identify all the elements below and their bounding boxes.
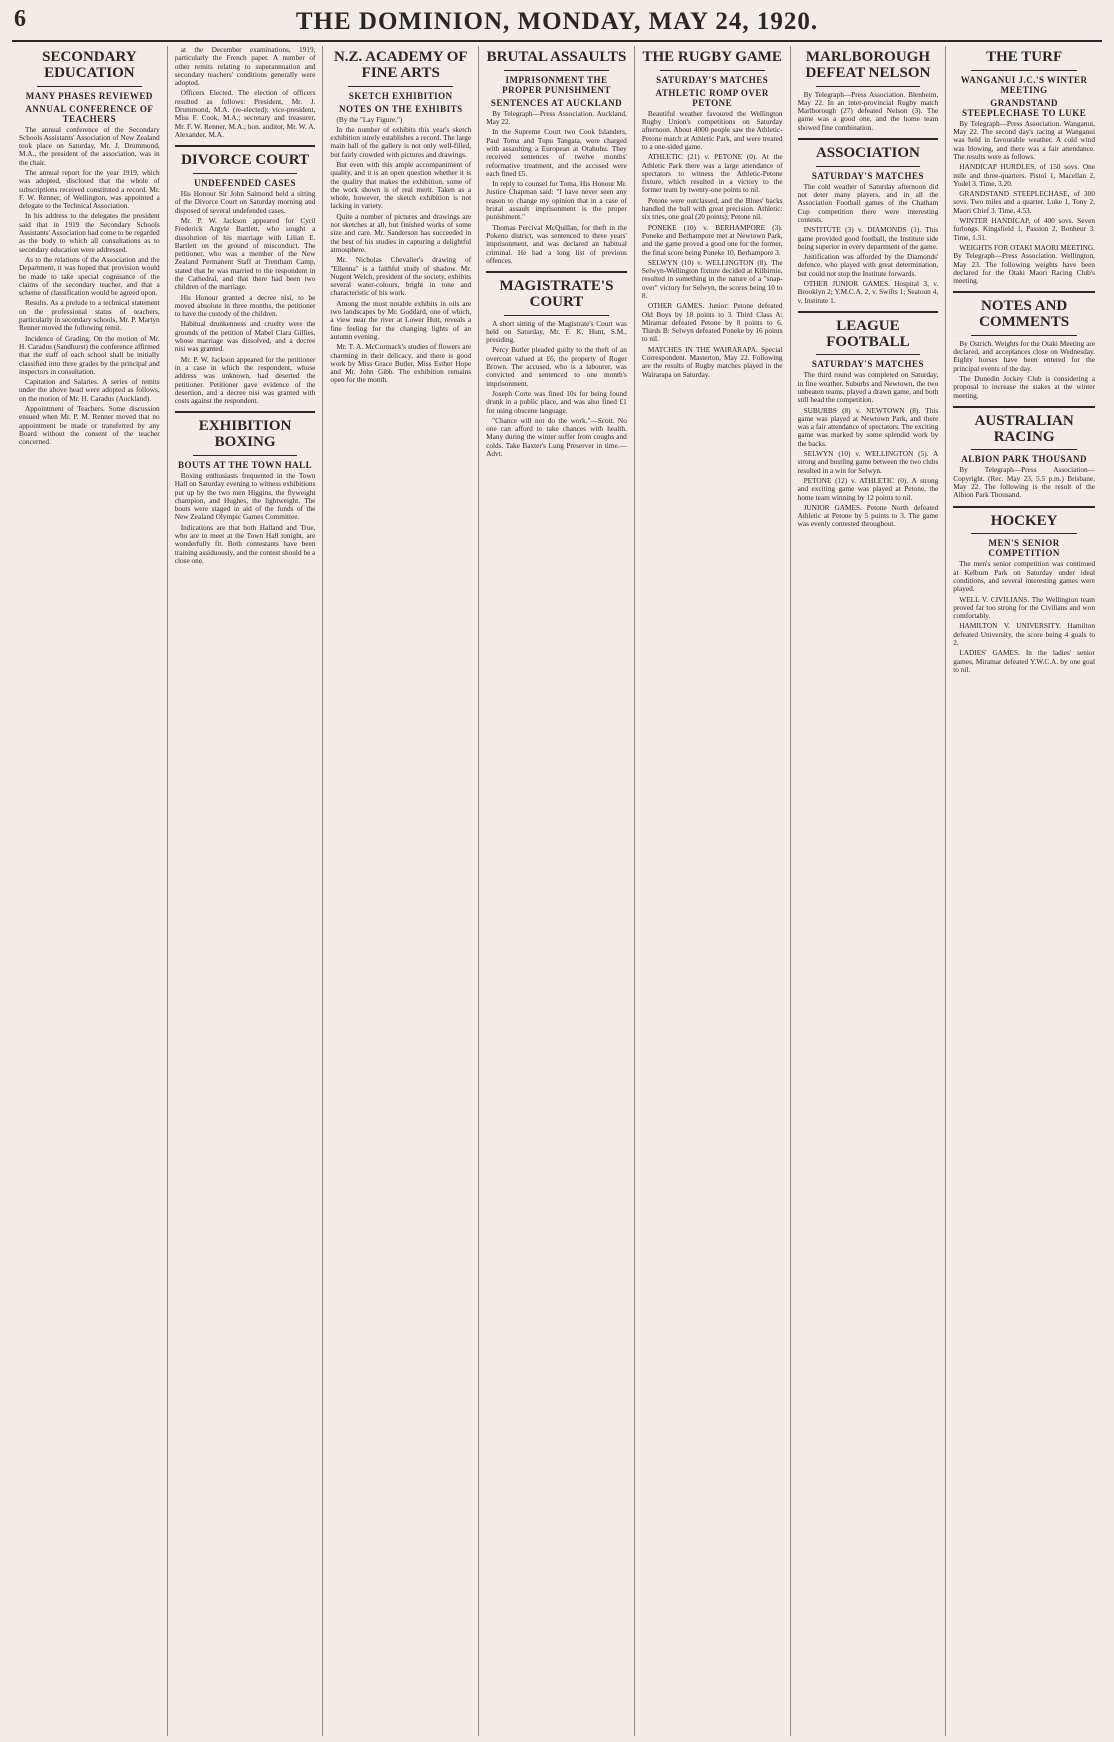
article-subhead: IMPRISONMENT THE PROPER PUNISHMENT [502, 74, 611, 95]
article-paragraph: Habitual drunkenness and cruelty were the grounds of the petition of Mabel Clara Gillies, whose marriage was dissolved, and a decree nisi was granted. [174, 319, 316, 354]
article-headline: AUSTRALIAN RACING [974, 412, 1074, 445]
article-separator [953, 406, 1095, 408]
article-paragraph: Indications are that both Halland and True, who are to meet at the Town Hall tonight, are wonderfully fit. Both contestants have been training assiduously, and the contest should be a close one. [174, 522, 316, 565]
divider [816, 86, 921, 87]
article-paragraph: HANDICAP HURDLES, of 150 sovs. One mile and three-quarters. Pistol 1, Macellan 2, Yodel 3. Time, 3.20. [953, 162, 1095, 188]
article-headline: BRUTAL ASSAULTS [486, 49, 627, 65]
article-paragraph: GRANDSTAND STEEPLECHASE, of 300 sovs. Two miles and a quarter. Luke 1, Tony 2, Maori Chief 3. Time, 4.53. [953, 189, 1095, 215]
article-paragraph: Incidence of Grading. On the motion of Mr. H. Caradus (Sandhurst) the conference affirmed that the staff of each school shall be initially classified into three grades by the principal and inspectors in consultation. [19, 333, 160, 376]
article-paragraph: JUNIOR GAMES. Petone North defeated Athletic at Petone by 5 points to 3. The game was evenly contested throughout. [797, 502, 939, 529]
divider [971, 335, 1077, 336]
divider [193, 173, 298, 174]
article-subhead2: NOTES ON THE EXHIBITS [338, 103, 463, 114]
article [953, 50, 1095, 285]
divider [971, 449, 1077, 450]
article-paragraph: By Ostrich. Weights for the Otaki Meeting are declared, and acceptances close on Wednesday. Eighty horses have been entered for the principal events of the day. [953, 338, 1095, 373]
masthead [12, 6, 1102, 42]
article-paragraph: Justification was afforded by the Diamonds' defence, who played with great determination, but could not stop the Institute forwards. [797, 252, 939, 278]
article-paragraph: MATCHES IN THE WAIRARAPA. Special Correspondent. Masterton, May 22. Following are the results of Rugby matches played in the Wairarapa on Saturday. [641, 344, 783, 379]
article-separator [175, 145, 316, 147]
divider [504, 70, 609, 71]
divider [816, 166, 921, 167]
column [791, 46, 947, 1736]
article-paragraph: Officers Elected. The election of officers resulted as follows: President, Mr. J. Drummond, M.A. (re-elected); vice-president, Miss F. Cook, M.A.; secretary and treasurer, Mr. F. W. Renner, M.A.; hon. auditor, Mr. W. A. Alexander, M.A. [174, 88, 316, 139]
article-paragraph: Beautiful weather favoured the Wellington Rugby Union's competitions on Saturday afternoon. About 4000 people saw the Athletic-Petone match at Athletic Park, and were treated to a one-sided game. [641, 108, 783, 151]
article-paragraph: Percy Butler pleaded guilty to the theft of an overcoat valued at £6, the property of Roger Brown. The accused, who is a labourer, was convicted and sentenced to one month's imprisonment. [486, 345, 627, 388]
article-subhead: SATURDAY'S MATCHES [811, 170, 924, 181]
article-paragraph: By Telegraph—Press Association. Auckland, May 22. [486, 108, 627, 127]
article-subhead2: GRANDSTAND STEEPLECHASE TO LUKE [962, 97, 1087, 118]
article-paragraph: Appointment of Teachers. Some discussion ensued when Mr. P. M. Renner moved that no appointment be made or transferred by any Board without the consent of the teacher concerned. [19, 404, 160, 447]
article-paragraph: But even with this ample accompaniment of quality, and it is an open question whether it is the quality that makes the exhibition, some of the work shown is of real merit. Taken as a whole, however, the sketch exhibition is not lacking in variety. [330, 159, 472, 211]
article-paragraph: Among the most notable exhibits in oils are two landscapes by Mr. Goddard, one of which, a view near the river at Lower Hutt, reveals a fine feeling for the changing lights of an autumn evening. [330, 298, 472, 341]
columns-area [12, 46, 1102, 1736]
article-paragraph: His Honour Sir John Salmond held a sitting of the Divorce Court on Saturday morning and disposed of several undefended cases. [174, 189, 316, 215]
article-paragraph: SELWYN (10) v. WELLINGTON (8). The Selwyn-Wellington fixture decided at Kilbirnie, resulted in something in the nature of a "snap-over" victory for Selwyn, the scores being 10 to 8. [641, 257, 783, 300]
article-subhead: SKETCH EXHIBITION [348, 90, 453, 101]
article-paragraph: Results. As a prelude to a technical statement on the professional status of teachers, particularly in secondary schools, Mr. P. Martyn Renner moved the following remit. [19, 298, 160, 333]
article-separator [798, 138, 939, 140]
article-paragraph: A short sitting of the Magistrate's Court was held on Saturday, Mr. F. K. Hunt, S.M., presiding. [486, 318, 627, 345]
article-subhead: MEN'S SENIOR COMPETITION [988, 538, 1060, 559]
article-paragraph: Joseph Corte was fined 10s for being found drunk in a public place, and was also fined £1 for using obscene language. [486, 388, 627, 415]
article [175, 419, 316, 565]
article [642, 50, 783, 379]
article [798, 319, 939, 529]
article-headline: MARLBOROUGH DEFEAT NELSON [805, 49, 931, 81]
article-paragraph: In the number of exhibits this year's sketch exhibition surely establishes a record. The large main hall of the gallery is not only well-filled, but fairly crowded with pictures and drawings. [330, 124, 472, 159]
article-paragraph: "Chance will not do the work."—Scott. No one can afford to take chances with health. Many during the winter suffer from coughs and colds. Take Baxter's Lung Preserver in time.—Advt. [486, 415, 627, 459]
divider [37, 86, 142, 87]
article-paragraph: WEIGHTS FOR OTAKI MAORI MEETING. By Telegraph—Press Association. Wellington, May 23. The following weights have been declared for the Otaki Maori Racing Club's meeting. [953, 242, 1095, 286]
article-headline: ASSOCIATION [815, 144, 920, 161]
article-paragraph: Thomas Percival McQuillan, for theft in the Pokeno district, was sentenced to three years' imprisonment, and was declared an habitual criminal. He had a long list of previous offences. [486, 222, 627, 265]
article-paragraph: at the December examinations, 1919, particularly the French paper. A number of other remits relating to superannuation and secondary teachers' conditions generally were adopted. [174, 46, 316, 88]
article-paragraph: SUBURBS (8) v. NEWTOWN (8). This game was played at Newtown Park, and there was a fair attendance of spectators. The exciting game was marked by some splendid work by the backs. [797, 405, 939, 448]
article [953, 299, 1095, 400]
article-separator [175, 411, 316, 413]
article-paragraph: HAMILTON V. UNIVERSITY. Hamilton defeated University, the score being 4 goals to 2. [953, 621, 1095, 648]
newspaper-title: THE DOMINION, MONDAY, MAY 24, 1920. [295, 8, 819, 35]
divider [193, 455, 298, 456]
article-paragraph: As to the relations of the Association and the Department, it was hoped that provision would be made to take special cognisance of the claims of the secondary teacher, and that a scheme of classification would be agreed upon. [19, 254, 160, 298]
article-separator [486, 271, 627, 273]
article-paragraph: SELWYN (10) v. WELLINGTON (5). A strong and bustling game between the two clubs resulted in a win for Selwyn. [797, 449, 939, 475]
column [635, 46, 791, 1736]
article-paragraph: Mr. T. A. McCormack's studies of flowers are charming in their delicacy, and there is good work by Miss Grace Butler, Miss Esther Hope and Mr. John Gibb. The exhibition remains open for the month. [330, 342, 472, 385]
article-paragraph: LADIES' GAMES. In the ladies' senior games, Miramar defeated Y.W.C.A. by one goal to nil. [953, 648, 1095, 674]
article-paragraph: The third round was completed on Saturday, in fine weather. Suburbs and Newtown, the two unbeaten teams, played a drawn game, and both still head the competition. [797, 370, 939, 405]
divider [660, 70, 765, 71]
article-paragraph: Quite a number of pictures and drawings are not sketches at all, but finished works of some size and care. Mr. Sanderson has succeeded in the best of his studies in capturing a delightful atmosphere. [330, 211, 472, 254]
article-headline: DIVORCE COURT [181, 152, 310, 169]
article [330, 50, 471, 385]
article [175, 153, 316, 405]
article-paragraph: The Dunedin Jockey Club is considering a proposal to increase the stakes at the winter meeting. [953, 374, 1095, 400]
article [798, 50, 939, 132]
article-paragraph: Mr. P. W. Jackson appeared for the petitioner in a case in which the respondent, whose address was unknown, had deserted the petitioner. Petitioner gave evidence of the desertion, and a decree nisi was granted with costs against the respondent. [174, 354, 316, 406]
article-paragraph: (By the "Lay Figure.") [336, 114, 403, 124]
article-paragraph: The annual report for the year 1919, which was adopted, disclosed that the whole of subscriptions received constituted a record. Mr. F. W. Renner, of Wellington, was appointed a delegate to the Technical Association. [19, 167, 160, 211]
article-separator [798, 311, 939, 313]
article-paragraph: ATHLETIC (21) v. PETONE (0). At the Athletic Park there was a large attendance of spectators to witness the Athletic-Petone fixture, which resulted in a victory to the former team by twenty-one points to nil. [641, 152, 783, 195]
article-headline: NOTES AND COMMENTS [979, 298, 1070, 331]
article-subhead2: SENTENCES AT AUCKLAND [490, 97, 623, 108]
article-headline: LEAGUE FOOTBALL [826, 317, 910, 350]
article-headline: SECONDARY EDUCATION [42, 49, 137, 81]
article-subhead: SATURDAY'S MATCHES [811, 359, 924, 370]
article-subhead: ALBION PARK THOUSAND [961, 454, 1087, 465]
article [486, 50, 627, 265]
article-headline: HOCKEY [990, 512, 1058, 529]
article [953, 514, 1095, 675]
article-paragraph: The cold weather of Saturday afternoon did not deter many players, and in all the Association Football games of the Chatham Cup competition there were interesting contests. [797, 181, 939, 224]
article-paragraph: Boxing enthusiasts frequented in the Town Hall on Saturday evening to witness exhibitions put up by the two men Higgins, the flyweight champion, and Hughes, the lightweight. The bouts were staged in aid of the funds of the New Zealand Olympic Games Committee. [174, 470, 316, 522]
article-paragraph: Petone were outclassed, and the Blues' backs handled the ball with great precision. Athletic: six tries, one goal (20 points); Petone nil. [641, 195, 783, 222]
article-paragraph: OTHER GAMES. Junior: Petone defeated Old Boys by 18 points to 3. Third Class A: Miramar defeated Petone by 8 points to 6. Thirds B: Selwyn defeated Poneke by 16 points to nil. [641, 301, 783, 344]
article-subhead2: ANNUAL CONFERENCE OF TEACHERS [25, 103, 154, 124]
column [946, 46, 1102, 1736]
column [479, 46, 635, 1736]
article [486, 279, 627, 458]
article-subhead: BOUTS AT THE TOWN HALL [177, 459, 313, 470]
article-paragraph: Mr. P. W. Jackson appeared for Cyril Frederick Argyle Bartlett, who sought a dissolution of his marriage with Lilian E. Bartlett on the ground of misconduct. The petitioner, who was a member of the New Zealand Permanent Staff at Trentham Camp, stated that he was married to the respondent in the Cathedral, and that there had been two children of the marriage. [174, 215, 316, 292]
article-paragraph: Mr. Nicholas Chevalier's drawing of "Ellenna" is a faithful study of shadow. Mr. Nugent Welch, president of the society, exhibits several water-colours, bright in tone and characteristic of his work. [330, 255, 472, 298]
article-paragraph: WELL V. CIVILIANS. The Wellington team proved far too strong for the Civilians and won comfortably. [953, 594, 1095, 621]
divider [816, 354, 921, 355]
article-paragraph: In the Supreme Court two Cook Islanders, Paul Toma and Tupu Tangata, were charged with assaulting a European at Otahuhu. They received sentences of twelve months' reformative treatment, and the accused were each fined £5. [486, 127, 627, 178]
divider [504, 315, 609, 316]
article-headline: MAGISTRATE'S COURT [499, 278, 614, 310]
article-paragraph: PETONE (12) v. ATHLETIC (0). A strong and exciting game was played at Petone, the home team winning by 12 points to nil. [797, 475, 939, 502]
article-headline: N.Z. ACADEMY OF FINE ARTS [333, 49, 468, 81]
article [19, 50, 160, 446]
article-subhead: SATURDAY'S MATCHES [656, 74, 769, 85]
article-subhead: MANY PHASES REVIEWED [25, 90, 153, 101]
divider [971, 533, 1077, 534]
article [953, 414, 1095, 500]
article-paragraph: PONEKE (10) v. BERHAMPORE (3). Poneke and Berhampore met at Newtown Park, and the game proved a good one for the former, the final score being Poneke 10, Berhampore 3. [641, 222, 783, 257]
article-paragraph: INSTITUTE (3) v. DIAMONDS (1). This game provided good football, the Institute side being superior in every department of the game. [797, 225, 939, 251]
article-separator [953, 506, 1095, 508]
article [798, 146, 939, 305]
article-separator [953, 291, 1095, 293]
article-paragraph: In his address to the delegates the president said that in 1919 the Secondary Schools Assistants' Association had come to be regarded as the body to which all consultations as to secondary education were addressed. [19, 211, 160, 254]
article-subhead: WANGANUI J.C.'S WINTER MEETING [960, 74, 1088, 95]
divider [348, 86, 453, 87]
article [175, 46, 316, 139]
article-paragraph: In reply to counsel for Toma, His Honour Mr. Justice Chapman said: "I have never seen any reason to change my opinion that in a case of brutal assault imprisonment is the proper punishment." [486, 179, 627, 222]
column [168, 46, 324, 1736]
article-paragraph: OTHER JUNIOR GAMES. Hospital 3, v. Brooklyn 2; Y.M.C.A. 2, v. Swifts 1; Seatoun 4, v. Institute 1. [797, 279, 939, 305]
article-paragraph: By Telegraph—Press Association. Blenheim, May 22. In an inter-provincial Rugby match Marlborough (27) defeated Nelson (3). The game was a good one, and the home team showed fine combination. [797, 89, 939, 132]
page-number: 6 [14, 6, 26, 32]
divider [971, 70, 1077, 71]
article-paragraph: His Honour granted a decree nisi, to be moved absolute in three months, the petitioner to have the custody of the children. [174, 292, 316, 319]
article-headline: EXHIBITION BOXING [198, 418, 292, 451]
article-paragraph: Capitation and Salaries. A series of remits under the above head were adopted as follows, on the motion of Mr. H. Caradus (Auckland). [19, 377, 160, 403]
article-paragraph: The annual conference of the Secondary Schools Assistants' Association of New Zealand took place on Saturday, Mr. J. Drummond, M.A., the president of the association, was in the chair. [19, 124, 160, 167]
article-paragraph: By Telegraph—Press Association. Wanganui, May 22. The second day's racing at Wanganui was held in favourable weather. A cold wind was blowing, and there was a fair attendance. The results were as follows. [953, 118, 1095, 161]
article-subhead: UNDEFENDED CASES [194, 178, 296, 189]
column [12, 46, 168, 1736]
article-headline: THE TURF [986, 49, 1063, 65]
article-subhead2: ATHLETIC ROMP OVER PETONE [655, 87, 769, 108]
article-paragraph: WINTER HANDICAP, of 400 sovs. Seven furlongs. Kingsfield 1, Passion 2, Bonheur 3. Time, 1.31. [953, 216, 1095, 242]
column [323, 46, 479, 1736]
article-paragraph: By Telegraph—Press Association—Copyright. (Rec. May 23, 5.5 p.m.) Brisbane, May 22. The following is the result of the Albion Park Thousand. [953, 465, 1095, 500]
article-headline: THE RUGBY GAME [642, 49, 782, 65]
article-paragraph: The men's senior competition was continued at Kelburn Park on Saturday under ideal conditions, and several interesting games were played. [953, 559, 1095, 594]
